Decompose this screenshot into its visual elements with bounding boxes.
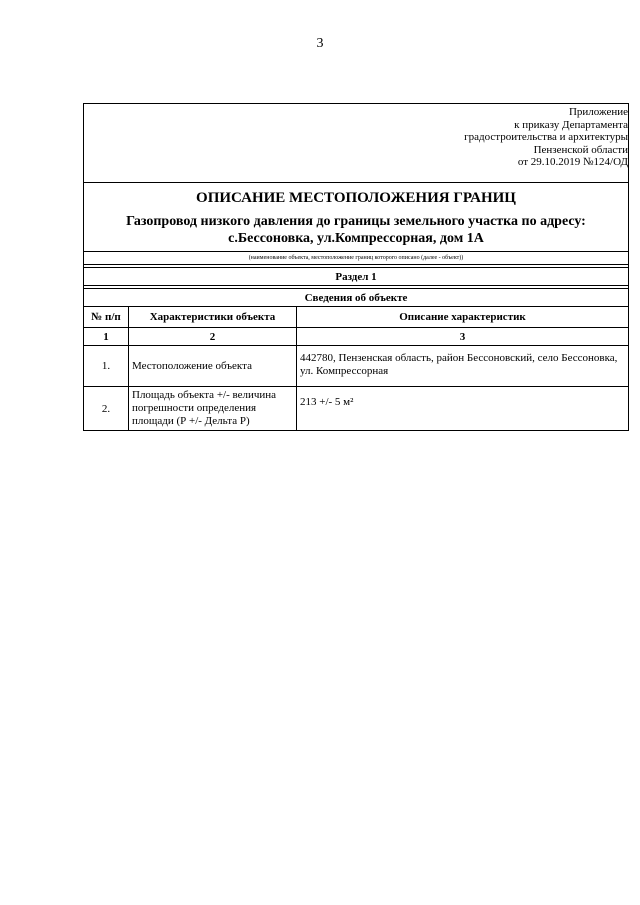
column-number: 3 [297, 328, 628, 346]
column-header: Характеристики объекта [129, 307, 297, 328]
object-name-line: с.Бессоновка, ул.Компрессорная, дом 1А [228, 231, 484, 246]
column-number: 1 [84, 328, 129, 346]
object-name [84, 213, 628, 247]
object-info-table [84, 307, 628, 430]
row-number: 1. [84, 346, 129, 387]
object-name-note: (наименование объекта, местоположение границ которого описано (далее - объект)) [84, 252, 628, 265]
column-number: 2 [129, 328, 297, 346]
appendix-line: Пензенской области [533, 143, 628, 156]
document-title: ОПИСАНИЕ МЕСТОПОЛОЖЕНИЯ ГРАНИЦ [196, 190, 516, 206]
characteristic-cell: Местоположение объекта [129, 346, 297, 387]
description-cell: 213 +/- 5 м² [300, 396, 354, 408]
page-number: 3 [316, 36, 324, 51]
boundary-description-document [83, 103, 629, 431]
appendix-line: к приказу Департамента [514, 118, 628, 131]
description-cell: 442780, Пензенская область, район Бессоновский, село Бессоновка, ул. Компрессорная [297, 346, 628, 387]
appendix-line: Приложение [568, 106, 628, 118]
section-label: Раздел 1 [84, 268, 628, 286]
appendix-reference [84, 104, 628, 183]
column-header: № п/п [84, 307, 129, 328]
appendix-line: от 29.10.2019 №124/ОД [517, 156, 628, 169]
appendix-line: градостроительства и архитектуры [464, 131, 628, 144]
object-name-line: Газопровод низкого давления до границы земельного участка по адресу: [126, 214, 586, 229]
column-header: Описание характеристик [297, 307, 628, 328]
section-subtitle: Сведения об объекте [84, 289, 628, 307]
characteristic-cell: Площадь объекта +/- величина погрешности определения площади (Р +/- Дельта Р) [129, 387, 297, 430]
title-block [84, 183, 628, 252]
row-number: 2. [84, 387, 129, 430]
